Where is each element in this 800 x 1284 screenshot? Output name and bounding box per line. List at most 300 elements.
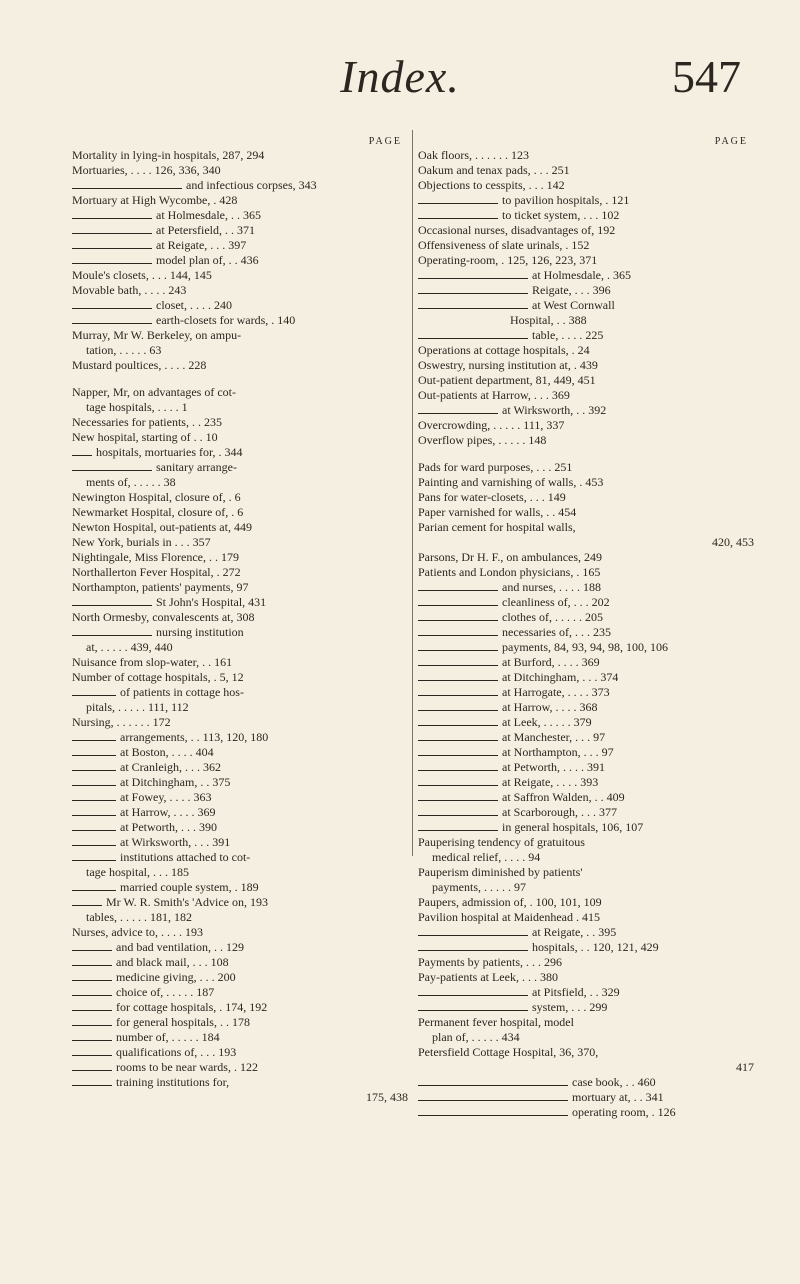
index-column-left xyxy=(72,136,408,1105)
index-entry-text: Occasional nurses, disadvantages of, 192 xyxy=(418,223,616,237)
index-entry xyxy=(418,835,754,850)
index-entry-text: case book, . . 460 xyxy=(572,1075,656,1089)
ditto-dash xyxy=(418,710,498,711)
index-entry-text: Napper, Mr, on advantages of cot- xyxy=(72,385,236,399)
index-entry xyxy=(418,910,754,925)
index-entry xyxy=(72,223,408,238)
index-entry xyxy=(72,238,408,253)
index-entry xyxy=(72,163,408,178)
index-entry xyxy=(72,835,408,850)
index-entry-text: hospitals, . . 120, 121, 429 xyxy=(532,940,659,954)
ditto-dash xyxy=(418,278,528,279)
ditto-dash xyxy=(418,218,498,219)
index-entry-text: at Cranleigh, . . . 362 xyxy=(120,760,221,774)
index-entry xyxy=(72,715,408,730)
index-entry xyxy=(418,985,754,1000)
index-entry-text: Pauperism diminished by patients' xyxy=(418,865,583,879)
ditto-dash xyxy=(72,308,152,309)
index-entry xyxy=(72,253,408,268)
index-entry xyxy=(72,670,408,685)
index-entry xyxy=(72,790,408,805)
ditto-dash xyxy=(72,950,112,951)
index-entry xyxy=(418,970,754,985)
index-entry-text: Pans for water-closets, . . . 149 xyxy=(418,490,566,504)
ditto-dash xyxy=(418,1100,568,1101)
index-entry-text: Operations at cottage hospitals, . 24 xyxy=(418,343,590,357)
index-entry-text: and nurses, . . . . 188 xyxy=(502,580,601,594)
ditto-dash xyxy=(72,995,112,996)
section-gap xyxy=(72,373,408,385)
index-entry-text: at Petworth, . . . 390 xyxy=(120,820,217,834)
index-entry-text: 417 xyxy=(736,1060,754,1074)
index-entry-text: payments, 84, 93, 94, 98, 100, 106 xyxy=(502,640,668,654)
index-entry xyxy=(72,343,408,358)
index-entry xyxy=(418,775,754,790)
index-entry xyxy=(418,1105,754,1120)
ditto-dash xyxy=(72,248,152,249)
index-entry-text: Number of cottage hospitals, . 5, 12 xyxy=(72,670,244,684)
ditto-dash xyxy=(72,323,152,324)
index-entry-text: at Harrogate, . . . . 373 xyxy=(502,685,610,699)
index-entry xyxy=(72,655,408,670)
index-entry xyxy=(418,670,754,685)
index-entry-text: Northallerton Fever Hospital, . 272 xyxy=(72,565,241,579)
index-entry-text: married couple system, . 189 xyxy=(120,880,259,894)
index-entry xyxy=(72,640,408,655)
index-entry xyxy=(72,850,408,865)
ditto-dash xyxy=(72,1055,112,1056)
index-entry-text: Movable bath, . . . . 243 xyxy=(72,283,187,297)
index-entry-text: at Reigate, . . . . 393 xyxy=(502,775,599,789)
index-entry xyxy=(72,580,408,595)
index-entry-text: and black mail, . . . 108 xyxy=(116,955,229,969)
ditto-dash xyxy=(72,635,152,636)
index-entry xyxy=(418,655,754,670)
index-entry-text: training institutions for, xyxy=(116,1075,230,1089)
index-entry xyxy=(72,283,408,298)
index-entry-text: St John's Hospital, 431 xyxy=(156,595,267,609)
index-entry-text: of patients in cottage hos- xyxy=(120,685,244,699)
ditto-dash xyxy=(418,203,498,204)
index-entry xyxy=(72,1045,408,1060)
ditto-dash xyxy=(72,1085,112,1086)
index-entry-text: at Wirksworth, . . . 391 xyxy=(120,835,231,849)
index-entry xyxy=(72,475,408,490)
index-entry xyxy=(418,268,754,283)
index-entry xyxy=(418,640,754,655)
index-entry xyxy=(72,298,408,313)
index-entry-text: Offensiveness of slate urinals, . 152 xyxy=(418,238,590,252)
index-entry-text: at Pitsfield, . . 329 xyxy=(532,985,620,999)
ditto-dash xyxy=(418,695,498,696)
index-entry-text: qualifications of, . . . 193 xyxy=(116,1045,237,1059)
index-entry-text: nursing institution xyxy=(156,625,244,639)
ditto-dash xyxy=(72,965,112,966)
column-page-heading: PAGE xyxy=(368,136,402,147)
index-entry xyxy=(418,685,754,700)
index-entry-text: Overcrowding, . . . . . 111, 337 xyxy=(418,418,565,432)
index-entry-text: at Holmesdale, . 365 xyxy=(532,268,631,282)
index-entry xyxy=(418,520,754,535)
index-entry-text: number of, . . . . . 184 xyxy=(116,1030,220,1044)
index-entry xyxy=(418,610,754,625)
index-entry-text: Newington Hospital, closure of, . 6 xyxy=(72,490,241,504)
index-entry-text: Mortuaries, . . . . 126, 336, 340 xyxy=(72,163,221,177)
index-entry-text: Pauperising tendency of gratuitous xyxy=(418,835,585,849)
ditto-dash xyxy=(72,1025,112,1026)
index-entry xyxy=(418,595,754,610)
ditto-dash xyxy=(418,935,528,936)
index-entry-text: system, . . . 299 xyxy=(532,1000,608,1014)
ditto-dash xyxy=(418,680,498,681)
index-entry xyxy=(72,193,408,208)
index-entry xyxy=(418,403,754,418)
index-entry xyxy=(72,730,408,745)
index-entry-text: medical relief, . . . . 94 xyxy=(432,850,541,864)
index-entry xyxy=(418,388,754,403)
index-entry xyxy=(418,1045,754,1060)
index-entry-text: Paupers, admission of, . 100, 101, 109 xyxy=(418,895,602,909)
index-entry-text: Permanent fever hospital, model xyxy=(418,1015,574,1029)
index-entry xyxy=(418,343,754,358)
ditto-dash xyxy=(72,755,116,756)
index-entry-text: at Petersfield, . . 371 xyxy=(156,223,255,237)
index-entry-text: New York, burials in . . . 357 xyxy=(72,535,211,549)
index-entry xyxy=(72,358,408,373)
index-entry xyxy=(72,760,408,775)
index-entry xyxy=(418,880,754,895)
index-entry-text: at Holmesdale, . . 365 xyxy=(156,208,261,222)
index-entry xyxy=(418,253,754,268)
index-entry xyxy=(72,430,408,445)
index-entry-text: Newton Hospital, out-patients at, 449 xyxy=(72,520,252,534)
section-gap xyxy=(418,448,754,460)
index-entry-text: Nuisance from slop-water, . . 161 xyxy=(72,655,233,669)
index-entry-text: institutions attached to cot- xyxy=(120,850,251,864)
column-page-heading: PAGE xyxy=(714,136,748,147)
index-entry xyxy=(72,400,408,415)
ditto-dash xyxy=(418,830,498,831)
index-entry-text: 175, 438 xyxy=(366,1090,408,1104)
index-entry-text: at Harrow, . . . . 368 xyxy=(502,700,598,714)
ditto-dash xyxy=(72,1070,112,1071)
ditto-dash xyxy=(72,263,152,264)
index-entry xyxy=(418,193,754,208)
ditto-dash xyxy=(418,665,498,666)
index-entry xyxy=(72,385,408,400)
index-entry-text: at Ditchingham, . . 375 xyxy=(120,775,231,789)
ditto-dash xyxy=(72,800,116,801)
index-entry xyxy=(418,1000,754,1015)
index-entry-text: Pay-patients at Leek, . . . 380 xyxy=(418,970,558,984)
index-entry xyxy=(72,415,408,430)
index-entry xyxy=(418,715,754,730)
index-entry-text: to pavilion hospitals, . 121 xyxy=(502,193,630,207)
index-entry xyxy=(72,925,408,940)
page-header xyxy=(0,0,800,130)
index-entry-text: mortuary at, . . 341 xyxy=(572,1090,664,1104)
index-entry xyxy=(72,535,408,550)
index-entry-text: tation, . . . . . 63 xyxy=(86,343,162,357)
index-entry xyxy=(418,955,754,970)
index-entry xyxy=(72,313,408,328)
index-entry-text: to ticket system, . . . 102 xyxy=(502,208,620,222)
index-entry-text: Payments by patients, . . . 296 xyxy=(418,955,562,969)
index-entry-text: arrangements, . . 113, 120, 180 xyxy=(120,730,269,744)
index-entry-text: at Petworth, . . . . 391 xyxy=(502,760,605,774)
index-entry xyxy=(418,1090,754,1105)
index-entry xyxy=(418,163,754,178)
index-entry xyxy=(72,565,408,580)
index-entry xyxy=(72,820,408,835)
index-entry-text: plan of, . . . . . 434 xyxy=(432,1030,520,1044)
index-entry-text: Mr W. R. Smith's 'Advice on, 193 xyxy=(106,895,268,909)
index-entry xyxy=(418,760,754,775)
index-entry xyxy=(418,298,754,313)
index-entry xyxy=(418,1075,754,1090)
ditto-dash xyxy=(72,890,116,891)
index-entry-text: Mortality in lying-in hospitals, 287, 294 xyxy=(72,148,265,162)
index-entry-text: necessaries of, . . . 235 xyxy=(502,625,611,639)
index-entry-text: ments of, . . . . . 38 xyxy=(86,475,176,489)
index-entry xyxy=(418,535,754,550)
index-entry xyxy=(72,445,408,460)
ditto-dash xyxy=(418,650,498,651)
index-entry xyxy=(72,625,408,640)
index-entry xyxy=(72,910,408,925)
ditto-dash xyxy=(72,218,152,219)
index-entry xyxy=(418,895,754,910)
index-entry-text: at Fowey, . . . . 363 xyxy=(120,790,212,804)
index-entry xyxy=(72,490,408,505)
index-entry-text: cleanliness of, . . . 202 xyxy=(502,595,610,609)
ditto-dash xyxy=(418,815,498,816)
index-entry-text: Out-patients at Harrow, . . . 369 xyxy=(418,388,570,402)
index-entry-text: and infectious corpses, 343 xyxy=(186,178,317,192)
index-entry xyxy=(418,1060,754,1075)
index-entry xyxy=(72,610,408,625)
index-entry-text: Oswestry, nursing institution at, . 439 xyxy=(418,358,598,372)
index-entry xyxy=(418,820,754,835)
index-entry-text: Pavilion hospital at Maidenhead . 415 xyxy=(418,910,600,924)
index-entry xyxy=(418,328,754,343)
index-entry xyxy=(72,880,408,895)
ditto-dash xyxy=(72,905,102,906)
index-entry xyxy=(418,1030,754,1045)
index-entry xyxy=(418,550,754,565)
index-entry xyxy=(418,1015,754,1030)
index-entry xyxy=(418,700,754,715)
index-entry xyxy=(72,805,408,820)
index-entry-text: Nightingale, Miss Florence, . . 179 xyxy=(72,550,239,564)
index-entry xyxy=(418,790,754,805)
ditto-dash xyxy=(72,455,92,456)
index-entry xyxy=(72,985,408,1000)
ditto-dash xyxy=(72,740,116,741)
index-entry xyxy=(418,805,754,820)
index-entry xyxy=(72,1000,408,1015)
index-entry-text: Oakum and tenax pads, . . . 251 xyxy=(418,163,570,177)
column-divider xyxy=(412,130,413,856)
index-entry-text: for cottage hospitals, . 174, 192 xyxy=(116,1000,268,1014)
ditto-dash xyxy=(418,413,498,414)
index-entry-text: North Ormesby, convalescents at, 308 xyxy=(72,610,255,624)
index-entry-text: Objections to cesspits, . . . 142 xyxy=(418,178,565,192)
index-entry-text: operating room, . 126 xyxy=(572,1105,676,1119)
ditto-dash xyxy=(418,800,498,801)
index-entry-text: Operating-room, . 125, 126, 223, 371 xyxy=(418,253,598,267)
ditto-dash xyxy=(72,1010,112,1011)
ditto-dash xyxy=(72,470,152,471)
index-entry xyxy=(418,490,754,505)
index-entry xyxy=(418,433,754,448)
index-entry xyxy=(72,955,408,970)
index-entry xyxy=(418,238,754,253)
index-entry xyxy=(418,223,754,238)
index-entry xyxy=(418,148,754,163)
index-entry-text: hospitals, mortuaries for, . 344 xyxy=(96,445,243,459)
page-title: Index. xyxy=(340,51,460,102)
index-entry xyxy=(72,865,408,880)
ditto-dash xyxy=(418,1085,568,1086)
index-entry-text: Oak floors, . . . . . . 123 xyxy=(418,148,529,162)
index-entry-text: clothes of, . . . . . 205 xyxy=(502,610,603,624)
index-entry xyxy=(72,208,408,223)
index-entry xyxy=(418,940,754,955)
ditto-dash xyxy=(418,620,498,621)
index-entry xyxy=(72,178,408,193)
index-entry xyxy=(418,565,754,580)
index-entry-text: earth-closets for wards, . 140 xyxy=(156,313,296,327)
index-entry-text: at Harrow, . . . . 369 xyxy=(120,805,216,819)
index-entry-text: tage hospital, . . . 185 xyxy=(86,865,189,879)
index-entry-text: table, . . . . 225 xyxy=(532,328,604,342)
index-entry-text: at Northampton, . . . 97 xyxy=(502,745,614,759)
ditto-dash xyxy=(418,1115,568,1116)
index-entry-text: at Reigate, . . . 397 xyxy=(156,238,247,252)
index-entry-text: in general hospitals, 106, 107 xyxy=(502,820,644,834)
index-entry xyxy=(72,970,408,985)
index-entry-text: at Saffron Walden, . . 409 xyxy=(502,790,625,804)
index-entry-text: Pads for ward purposes, . . . 251 xyxy=(418,460,573,474)
index-entry-text: at Manchester, . . . 97 xyxy=(502,730,606,744)
ditto-dash xyxy=(418,755,498,756)
ditto-dash xyxy=(72,233,152,234)
index-entry xyxy=(418,313,754,328)
index-entry-text: tage hospitals, . . . . 1 xyxy=(86,400,188,414)
index-entry-text: for general hospitals, . . 178 xyxy=(116,1015,250,1029)
index-entry-text: tables, . . . . . 181, 182 xyxy=(86,910,192,924)
index-entry-text: Parsons, Dr H. F., on ambulances, 249 xyxy=(418,550,603,564)
index-entry xyxy=(418,745,754,760)
index-entry-text: at Wirksworth, . . 392 xyxy=(502,403,607,417)
index-entry-text: New hospital, starting of . . 10 xyxy=(72,430,218,444)
index-entry-text: Mustard poultices, . . . . 228 xyxy=(72,358,207,372)
index-entry-text: Patients and London physicians, . 165 xyxy=(418,565,601,579)
ditto-dash xyxy=(418,725,498,726)
ditto-dash xyxy=(418,590,498,591)
index-entry-text: closet, . . . . 240 xyxy=(156,298,232,312)
index-entry-text: Parian cement for hospital walls, xyxy=(418,520,576,534)
ditto-dash xyxy=(72,770,116,771)
index-entry-text: Paper varnished for walls, . . 454 xyxy=(418,505,577,519)
page-number: 547 xyxy=(672,51,741,102)
index-entry-text: Overflow pipes, . . . . . 148 xyxy=(418,433,547,447)
index-entry xyxy=(418,730,754,745)
index-entry-text: at Ditchingham, . . . 374 xyxy=(502,670,619,684)
index-entry-text: Hospital, . . 388 xyxy=(510,313,587,327)
index-entry xyxy=(418,625,754,640)
ditto-dash xyxy=(418,338,528,339)
ditto-dash xyxy=(418,1010,528,1011)
index-entry-text: Necessaries for patients, . . 235 xyxy=(72,415,222,429)
index-entry-text: Murray, Mr W. Berkeley, on ampu- xyxy=(72,328,242,342)
ditto-dash xyxy=(418,605,498,606)
index-entry-text: Petersfield Cottage Hospital, 36, 370, xyxy=(418,1045,599,1059)
index-entry xyxy=(418,418,754,433)
index-entry xyxy=(72,1030,408,1045)
index-entry-text: at West Cornwall xyxy=(532,298,615,312)
ditto-dash xyxy=(72,188,182,189)
ditto-dash xyxy=(72,830,116,831)
index-entry-text: Mortuary at High Wycombe, . 428 xyxy=(72,193,238,207)
index-entry xyxy=(418,460,754,475)
index-entry-text: Reigate, . . . 396 xyxy=(532,283,611,297)
ditto-dash xyxy=(72,785,116,786)
ditto-dash xyxy=(418,635,498,636)
index-entry xyxy=(418,373,754,388)
ditto-dash xyxy=(418,770,498,771)
index-entry-text: at Boston, . . . . 404 xyxy=(120,745,214,759)
index-entry xyxy=(72,595,408,610)
ditto-dash xyxy=(72,695,116,696)
ditto-dash xyxy=(418,308,528,309)
index-entry-text: sanitary arrange- xyxy=(156,460,237,474)
index-entry xyxy=(418,865,754,880)
index-entry-text: Northampton, patients' payments, 97 xyxy=(72,580,249,594)
index-column-right xyxy=(418,136,754,1120)
index-entry xyxy=(72,1075,408,1090)
index-entry xyxy=(72,685,408,700)
ditto-dash xyxy=(418,785,498,786)
index-entry xyxy=(72,700,408,715)
index-entry xyxy=(72,505,408,520)
index-entry xyxy=(418,475,754,490)
index-entry-text: Moule's closets, . . . 144, 145 xyxy=(72,268,212,282)
ditto-dash xyxy=(72,1040,112,1041)
index-entry-text: pitals, . . . . . 111, 112 xyxy=(86,700,189,714)
index-entry xyxy=(72,775,408,790)
ditto-dash xyxy=(418,293,528,294)
index-entry xyxy=(72,268,408,283)
index-entry-text: rooms to be near wards, . 122 xyxy=(116,1060,258,1074)
index-entry xyxy=(72,550,408,565)
index-entry-text: Newmarket Hospital, closure of, . 6 xyxy=(72,505,244,519)
ditto-dash xyxy=(418,740,498,741)
ditto-dash xyxy=(72,815,116,816)
index-entry-text: at Scarborough, . . . 377 xyxy=(502,805,617,819)
index-entry-text: and bad ventilation, . . 129 xyxy=(116,940,244,954)
index-entry xyxy=(72,1090,408,1105)
index-entry-text: at Reigate, . . 395 xyxy=(532,925,617,939)
index-entry xyxy=(72,895,408,910)
index-entry xyxy=(72,148,408,163)
ditto-dash xyxy=(418,995,528,996)
index-entry-text: 420, 453 xyxy=(712,535,754,549)
ditto-dash xyxy=(72,860,116,861)
index-entry xyxy=(72,328,408,343)
ditto-dash xyxy=(72,605,152,606)
